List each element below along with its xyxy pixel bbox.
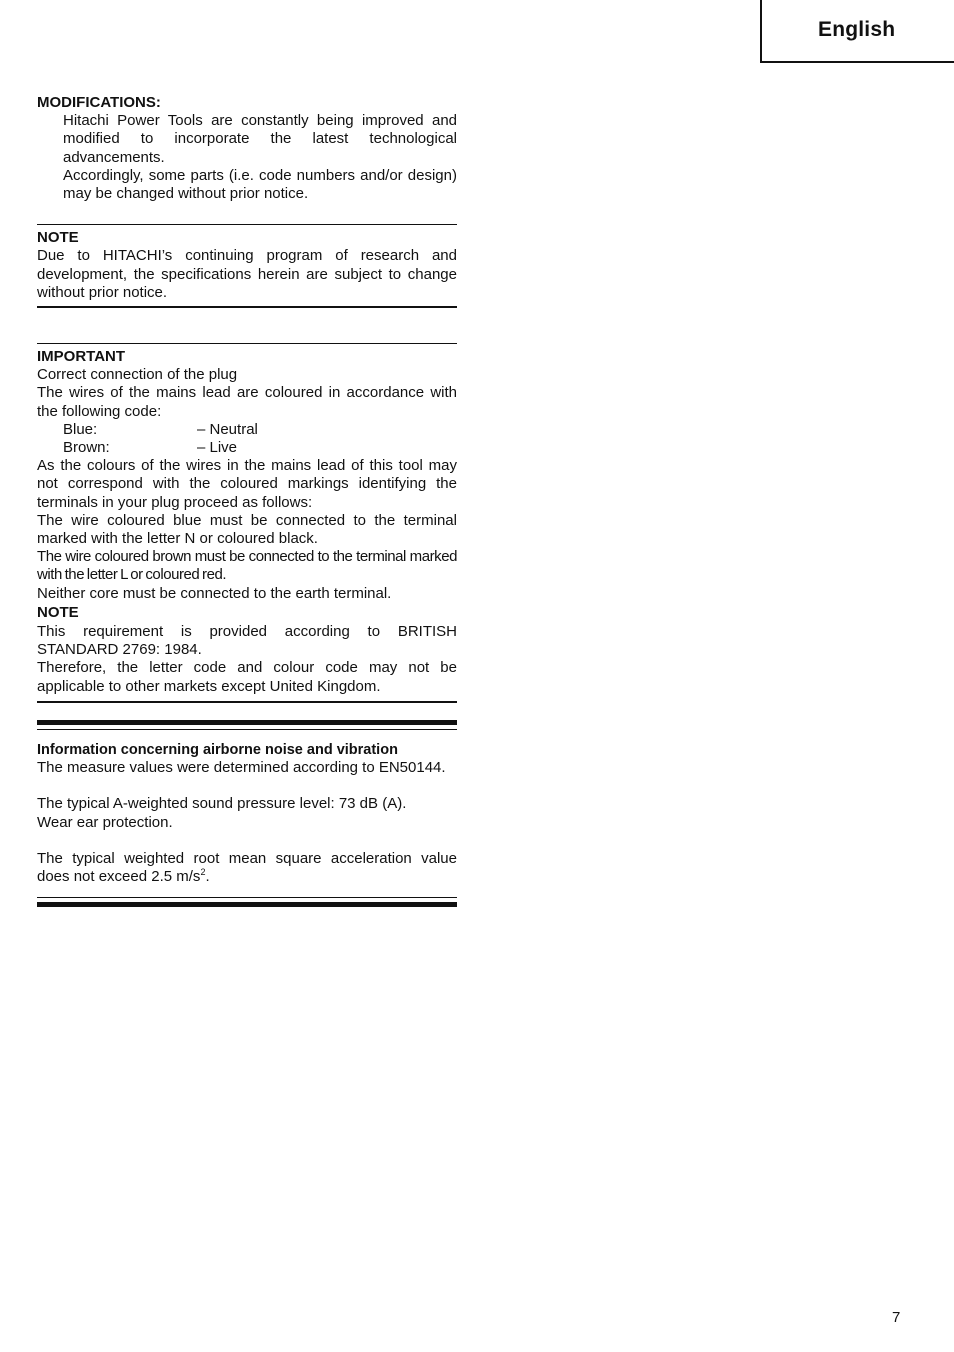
modifications-section	[37, 94, 457, 203]
important-paragraph-5: The wire coloured brown must be connected to the terminal marked with the letter L or coloured red.	[37, 548, 457, 584]
content-column	[37, 94, 457, 907]
language-tab	[760, 0, 954, 63]
note-text: Due to HITACHI’s continuing program of research and development, the specifications herein are subject to change without prior notice.	[37, 247, 457, 301]
note-heading: NOTE	[37, 229, 79, 247]
noise-acceleration-text: The typical weighted root mean square acceleration value does not exceed 2.5 m/s	[37, 849, 457, 885]
important-line-1: Correct connection of the plug	[37, 366, 238, 384]
noise-section	[37, 730, 457, 886]
divider	[37, 306, 457, 308]
divider	[37, 701, 457, 703]
important-paragraph-4: The wire coloured blue must be connected to the terminal marked with the letter N or coloured black.	[37, 511, 457, 548]
noise-period: .	[205, 867, 210, 885]
important-note-paragraph-2: Therefore, the letter code and colour code may not be applicable to other markets except United Kingdom.	[37, 659, 457, 695]
modifications-paragraph-2: Accordingly, some parts (i.e. code numbers and/or design) may be changed without prior notice.	[63, 166, 457, 203]
noise-paragraph-3: Wear ear protection.	[37, 813, 173, 831]
thick-divider	[37, 720, 457, 725]
wire-meaning: – Live	[197, 439, 238, 457]
noise-paragraph-4	[37, 850, 457, 886]
noise-paragraph-1: The measure values were determined according to EN50144.	[37, 759, 446, 777]
important-note-paragraph-1: This requirement is provided according to BRITISH STANDARD 2769: 1984.	[37, 623, 457, 659]
unit-superscript: 2	[200, 866, 206, 877]
language-label: English	[818, 18, 896, 41]
important-section	[37, 344, 457, 696]
wire-colour: Blue:	[63, 420, 98, 438]
divider	[37, 897, 457, 898]
thick-divider	[37, 902, 457, 907]
wire-meaning: – Neutral	[197, 420, 258, 438]
wire-colour: Brown:	[63, 439, 110, 457]
important-note-heading: NOTE	[37, 603, 79, 621]
modifications-paragraph-1: Hitachi Power Tools are constantly being improved and modified to incorporate the latest technological advancements.	[63, 112, 457, 166]
noise-heading: Information concerning airborne noise and vibration	[37, 741, 398, 758]
wire-code-row-blue	[37, 421, 457, 439]
important-line-2: The wires of the mains lead are coloured in accordance with the following code:	[37, 384, 457, 420]
note-section	[37, 225, 457, 302]
important-heading: IMPORTANT	[37, 348, 126, 366]
important-paragraph-3: As the colours of the wires in the mains lead of this tool may not correspond with the coloured markings identifying the terminals in your plug proceed as follows:	[37, 457, 457, 511]
modifications-heading: MODIFICATIONS:	[37, 94, 161, 111]
page-number: 7	[892, 1309, 901, 1326]
important-paragraph-6: Neither core must be connected to the earth terminal.	[37, 584, 392, 602]
noise-paragraph-2: The typical A-weighted sound pressure level: 73 dB (A).	[37, 795, 407, 813]
wire-code-row-brown	[37, 439, 457, 457]
